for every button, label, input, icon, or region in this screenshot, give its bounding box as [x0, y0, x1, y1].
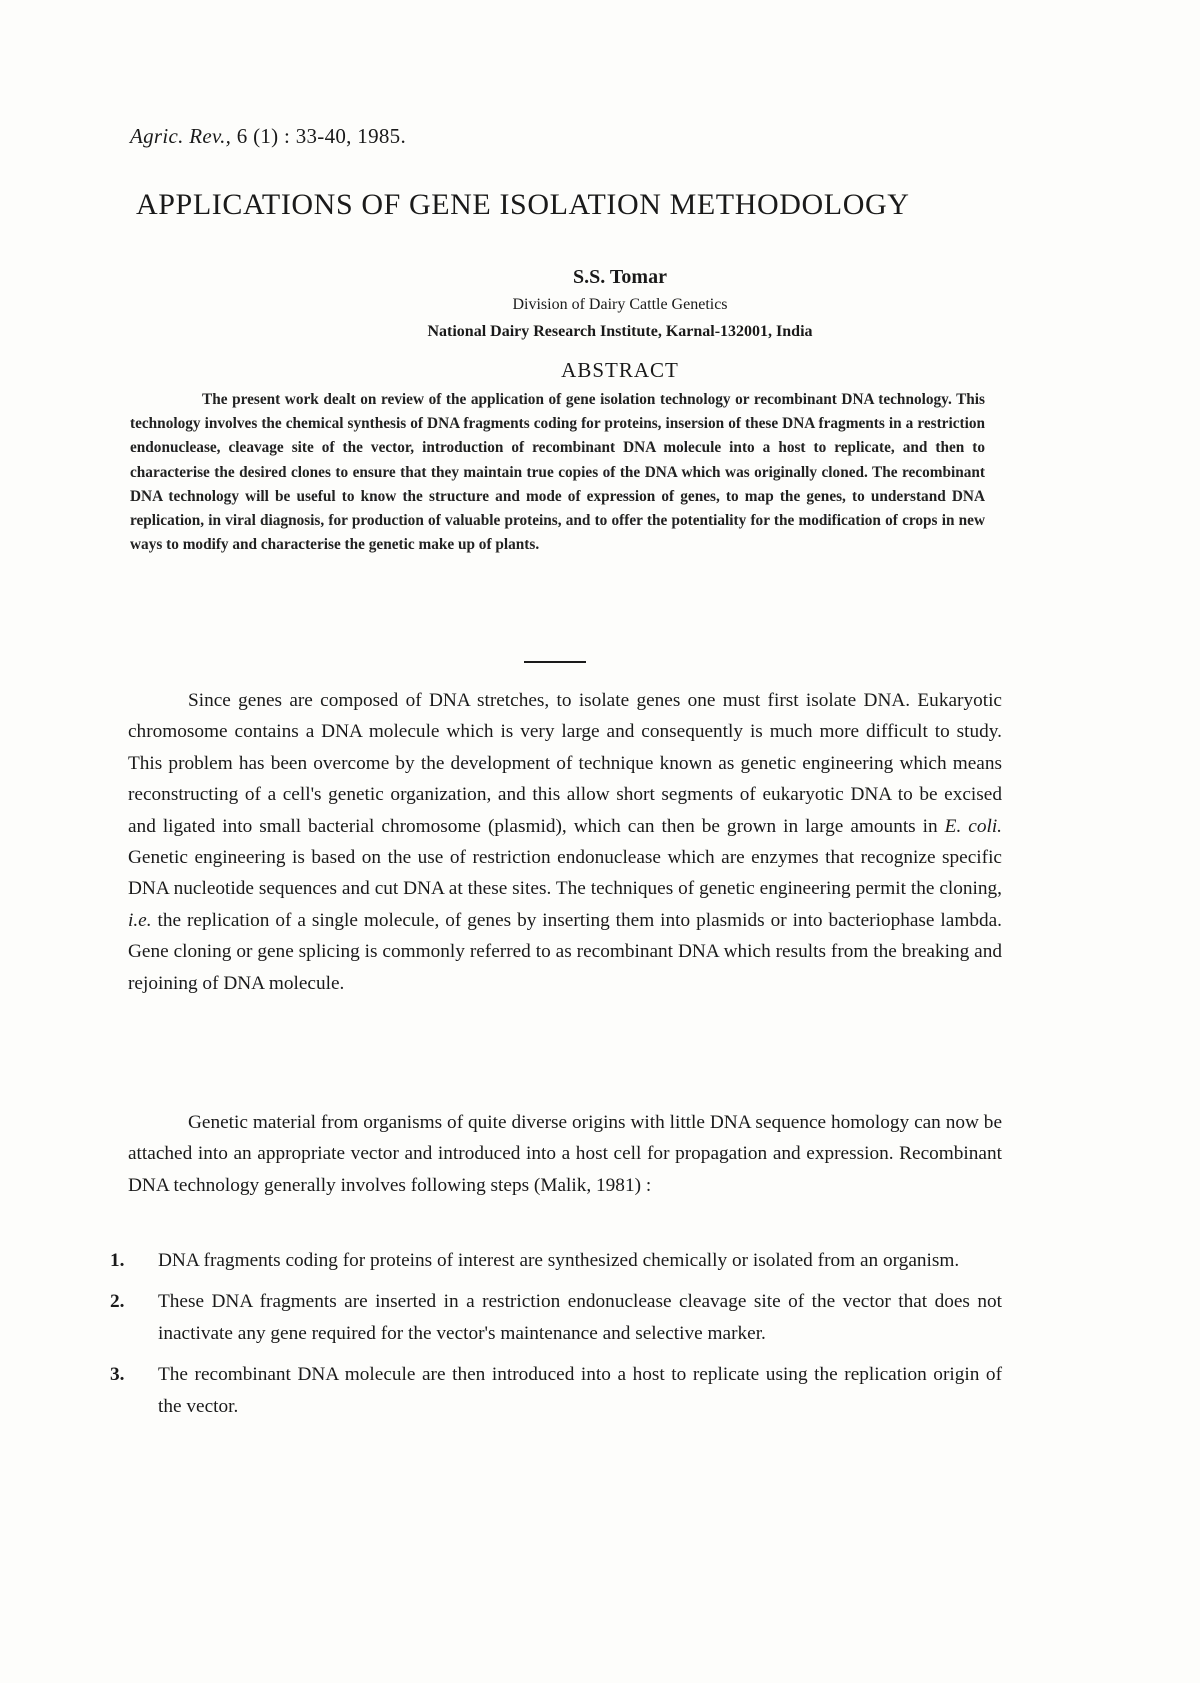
abstract-text: The present work dealt on review of the application of gene isolation technology or recombinant DNA technology. This technology involves the chemical synthesis of DNA fragments coding for proteins, insersion of these DNA fragments in a restriction endonuclease, cleavage site of the vector, introduction of recombinant DNA molecule into a host to replicate, and then to characterise the desired clones to ensure that they maintain true copies of the DNA which was originally cloned. The recombinant DNA technology will be useful to know the structure and mode of expression of genes, to map the genes, to understand DNA replication, in viral diagnosis, for production of valuable proteins, and to offer the potentiality for the modification of crops in new ways to modify and characterise the genetic make up of plants.: [130, 391, 985, 554]
list-item: [110, 1359, 1002, 1422]
list-item: [110, 1245, 1002, 1276]
paragraph-text: the replication of a single molecule, of genes by inserting them into plasmids or into bacteriophase lambda. Gene cloning or gene splicing is commonly referred to as recombinant DNA which results from the breaking and rejoining of DNA molecule.: [128, 909, 1002, 994]
citation-details: 6 (1) : 33-40, 1985.: [231, 124, 407, 148]
step-number: 1.: [110, 1250, 125, 1271]
step-text: These DNA fragments are inserted in a restriction endonuclease cleavage site of the vector that does not inactivate any gene required for the vector's maintenance and selective marker.: [158, 1291, 1002, 1344]
body-paragraph-2: Genetic material from organisms of quite diverse origins with little DNA sequence homology can now be attached into an appropriate vector and introduced into a host cell for propagation and expression. Recombinant DNA technology generally involves following steps (Malik, 1981) :: [128, 1112, 1002, 1196]
abstract-heading: ABSTRACT: [561, 358, 679, 382]
step-number: 3.: [110, 1364, 125, 1386]
list-item: [110, 1286, 1002, 1349]
article-title: APPLICATIONS OF GENE ISOLATION METHODOLOGY: [136, 188, 910, 221]
author-name: S.S. Tomar: [573, 266, 667, 288]
affiliation-division: Division of Dairy Cattle Genetics: [512, 296, 728, 313]
species-name: E. coli.: [944, 815, 1002, 837]
step-text: The recombinant DNA molecule are then introduced into a host to replicate using the replication origin of the vector.: [158, 1364, 1002, 1417]
abbreviation: i.e.: [128, 909, 152, 931]
journal-name: Agric. Rev.,: [130, 124, 232, 148]
step-number: 2.: [110, 1291, 125, 1313]
affiliation-institute: National Dairy Research Institute, Karnal-132001, India: [427, 323, 813, 340]
step-text: DNA fragments coding for proteins of interest are synthesized chemically or isolated from an organism.: [158, 1250, 960, 1271]
paragraph-text: Since genes are composed of DNA stretches, to isolate genes one must first isolate DNA. Eukaryotic chromosome contains a DNA molecule which is very large and consequently is much more difficult to study. This problem has been overcome by the development of technique known as genetic engineering which means reconstructing of a cell's genetic organization, and this allow short segments of eukaryotic DNA to be excised and ligated into small bacterial chromosome (plasmid), which can then be grown in large amounts in: [128, 690, 1002, 837]
body-paragraph-1: [128, 685, 1002, 999]
steps-list: [110, 1245, 1002, 1432]
citation-line: [130, 124, 406, 149]
section-divider: [524, 661, 586, 663]
paragraph-text: Genetic engineering is based on the use of restriction endonuclease which are enzymes that recognize specific DNA nucleotide sequences and cut DNA at these sites. The techniques of genetic engineering permit the cloning,: [128, 847, 1002, 900]
